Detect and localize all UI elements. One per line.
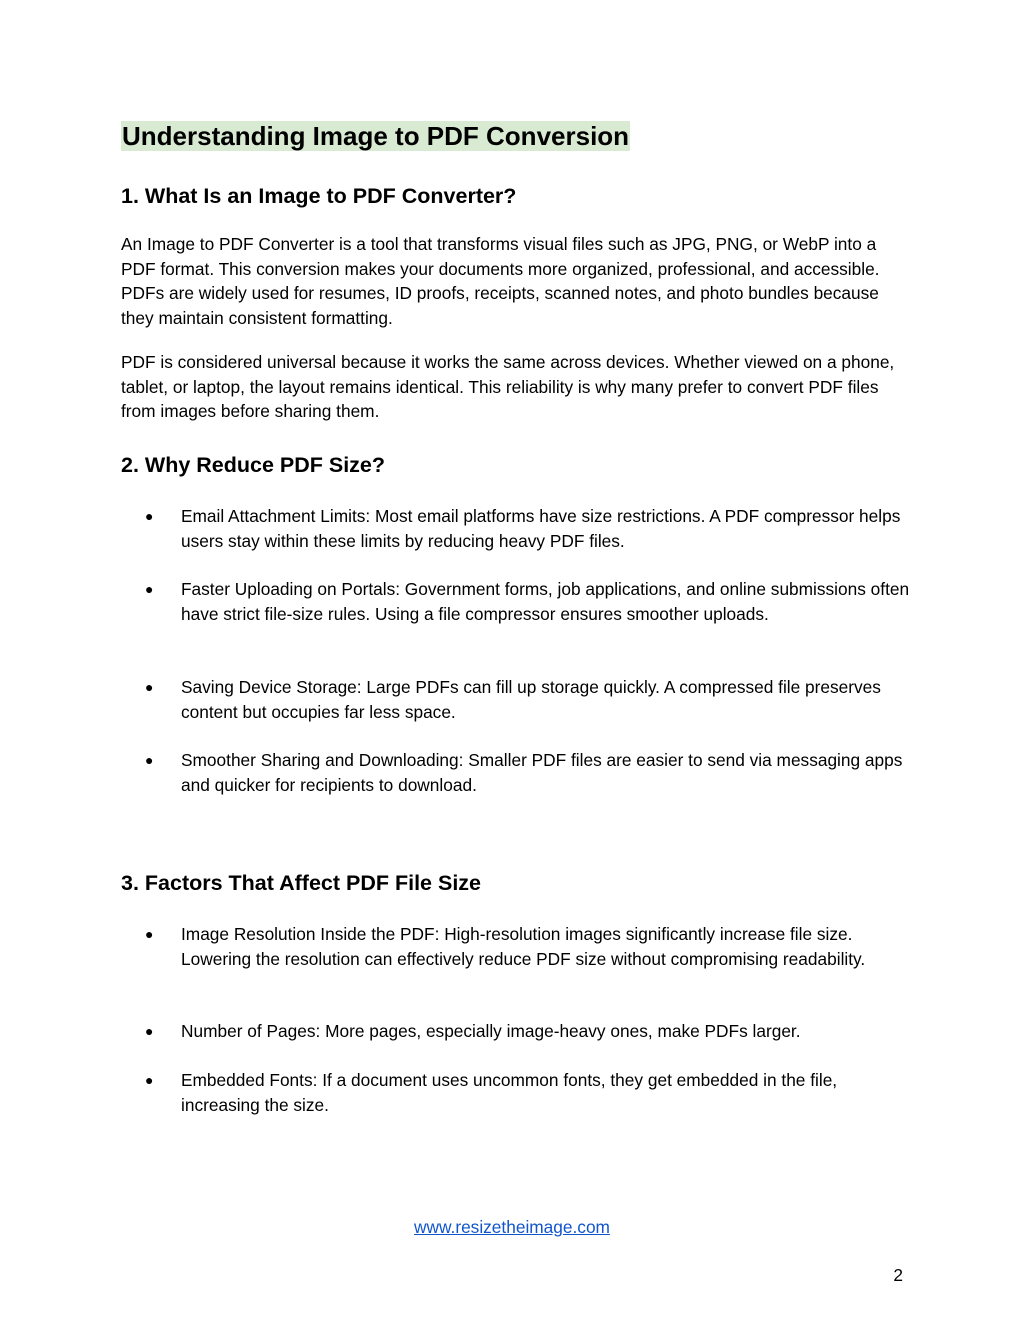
paragraph: An Image to PDF Converter is a tool that transforms visual files such as JPG, PNG, or WebP into a PDF format. This conversion makes your documents more organized, professional, and accessible. PDFs are widely used for resumes, ID proofs, receipts, scanned notes, and photo bundles because they maintain consistent formatting.	[121, 234, 880, 328]
list-item-text: Embedded Fonts: If a document uses uncommon fonts, they get embedded in the file, increasing the size.	[181, 1070, 838, 1115]
list-item-text: Number of Pages: More pages, especially image-heavy ones, make PDFs larger.	[181, 1021, 801, 1041]
list-item	[121, 922, 911, 971]
section-2-heading: 2. Why Reduce PDF Size?	[121, 453, 386, 477]
page-number: 2	[893, 1265, 903, 1285]
page-title	[121, 120, 911, 152]
list-item-text: Smoother Sharing and Downloading: Smaller PDF files are easier to send via messaging apps and quicker for recipients to download.	[181, 750, 903, 795]
bullet-icon: ●	[145, 581, 154, 597]
list-item	[121, 504, 911, 553]
paragraph: PDF is considered universal because it works the same across devices. Whether viewed on a phone, tablet, or laptop, the layout remains identical. This reliability is why many prefer to convert PDF files from images before sharing them.	[121, 352, 895, 421]
section-3-heading: 3. Factors That Affect PDF File Size	[121, 871, 481, 895]
list-item	[121, 1019, 911, 1044]
bullet-icon: ●	[145, 508, 154, 524]
bullet-icon: ●	[145, 1072, 154, 1088]
list-item	[121, 577, 911, 626]
website-link[interactable]: www.resizetheimage.com	[414, 1217, 610, 1237]
bullet-icon: ●	[145, 679, 154, 695]
list-item-text: Email Attachment Limits: Most email platforms have size restrictions. A PDF compressor helps users stay within these limits by reducing heavy PDF files.	[181, 506, 901, 551]
footer	[0, 1215, 1024, 1239]
list-item-text: Faster Uploading on Portals: Government forms, job applications, and online submissions often have strict file-size rules. Using a file compressor ensures smoother uploads.	[181, 579, 910, 624]
bullet-icon: ●	[145, 1023, 154, 1039]
list-item	[121, 1068, 911, 1117]
list-item	[121, 748, 911, 797]
list-item-text: Image Resolution Inside the PDF: High-resolution images significantly increase file size. Lowering the resolution can effectively reduce PDF size without compromising readability.	[181, 924, 866, 969]
bullet-icon: ●	[145, 752, 154, 768]
title-text: Understanding Image to PDF Conversion	[122, 121, 630, 151]
section-1-heading: 1. What Is an Image to PDF Converter?	[121, 184, 517, 208]
list-item-text: Saving Device Storage: Large PDFs can fill up storage quickly. A compressed file preserves content but occupies far less space.	[181, 677, 881, 722]
bullet-icon: ●	[145, 926, 154, 942]
list-item	[121, 675, 911, 724]
